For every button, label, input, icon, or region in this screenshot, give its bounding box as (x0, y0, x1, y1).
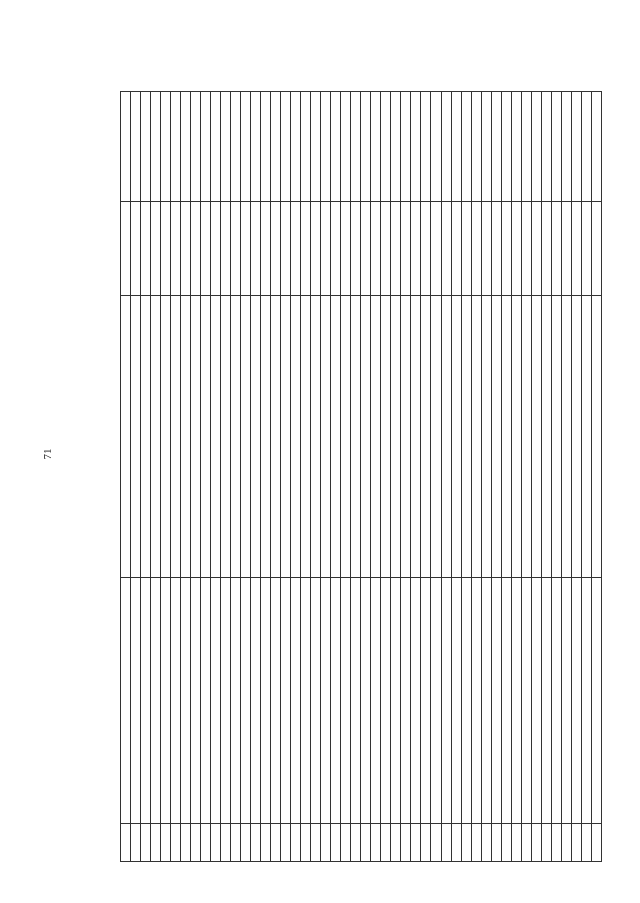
row-number-cell (421, 824, 431, 862)
address-cell (361, 296, 371, 578)
row-number-cell (271, 824, 281, 862)
row-number-cell (381, 824, 391, 862)
count-cell (251, 202, 261, 296)
row-number-cell (431, 824, 441, 862)
settlement-cell (171, 578, 181, 824)
settlement-cell (231, 578, 241, 824)
table-row (171, 92, 181, 862)
table-row (461, 92, 471, 862)
table-row (391, 92, 401, 862)
row-number-cell (501, 824, 511, 862)
address-cell (151, 296, 161, 578)
count-cell (361, 202, 371, 296)
address-cell (421, 296, 431, 578)
row-number-cell (511, 824, 521, 862)
table-row (201, 92, 211, 862)
address-cell (191, 296, 201, 578)
table-row (411, 92, 421, 862)
address-cell (391, 296, 401, 578)
table-row (441, 92, 451, 862)
table-row (521, 92, 531, 862)
table-row (211, 92, 221, 862)
table-row (321, 92, 331, 862)
count-cell (211, 202, 221, 296)
row-number-cell (441, 824, 451, 862)
row-number-cell (461, 824, 471, 862)
address-cell (481, 296, 491, 578)
address-cell (141, 296, 151, 578)
year-cell (481, 92, 491, 202)
row-number-cell (231, 824, 241, 862)
year-cell (121, 92, 131, 202)
count-cell (471, 202, 481, 296)
count-cell (121, 202, 131, 296)
count-cell (441, 202, 451, 296)
address-cell (181, 296, 191, 578)
year-cell (581, 92, 591, 202)
year-cell (401, 92, 411, 202)
address-cell (591, 296, 601, 578)
count-cell (341, 202, 351, 296)
table-row (251, 92, 261, 862)
row-number-cell (331, 824, 341, 862)
table-row (291, 92, 301, 862)
year-cell (551, 92, 561, 202)
count-cell (451, 202, 461, 296)
address-cell (571, 296, 581, 578)
address-cell (441, 296, 451, 578)
settlement-cell (201, 578, 211, 824)
year-cell (231, 92, 241, 202)
row-number-cell (281, 824, 291, 862)
settlement-cell (561, 578, 571, 824)
registry-table-rotated (120, 92, 602, 862)
settlement-cell (451, 578, 461, 824)
address-cell (461, 296, 471, 578)
table-row (341, 92, 351, 862)
table-row (471, 92, 481, 862)
table-row (551, 92, 561, 862)
address-cell (451, 296, 461, 578)
settlement-cell (431, 578, 441, 824)
row-number-cell (311, 824, 321, 862)
settlement-cell (391, 578, 401, 824)
table-row (131, 92, 141, 862)
table-row (451, 92, 461, 862)
table-row (371, 92, 381, 862)
address-cell (341, 296, 351, 578)
table-row (121, 92, 131, 862)
year-cell (421, 92, 431, 202)
table-row (541, 92, 551, 862)
year-cell (411, 92, 421, 202)
count-cell (481, 202, 491, 296)
year-cell (451, 92, 461, 202)
year-cell (191, 92, 201, 202)
year-cell (271, 92, 281, 202)
year-cell (521, 92, 531, 202)
row-number-cell (221, 824, 231, 862)
year-cell (151, 92, 161, 202)
year-cell (461, 92, 471, 202)
registry-table-body (121, 92, 602, 862)
row-number-cell (551, 824, 561, 862)
row-number-cell (351, 824, 361, 862)
count-cell (581, 202, 591, 296)
count-cell (241, 202, 251, 296)
row-number-cell (371, 824, 381, 862)
count-cell (171, 202, 181, 296)
row-number-cell (591, 824, 601, 862)
count-cell (291, 202, 301, 296)
row-number-cell (151, 824, 161, 862)
row-number-cell (171, 824, 181, 862)
settlement-cell (551, 578, 561, 824)
table-row (431, 92, 441, 862)
year-cell (381, 92, 391, 202)
count-cell (511, 202, 521, 296)
count-cell (421, 202, 431, 296)
settlement-cell (371, 578, 381, 824)
count-cell (221, 202, 231, 296)
row-number-cell (241, 824, 251, 862)
year-cell (441, 92, 451, 202)
address-cell (561, 296, 571, 578)
address-cell (381, 296, 391, 578)
count-cell (561, 202, 571, 296)
count-cell (591, 202, 601, 296)
settlement-cell (281, 578, 291, 824)
year-cell (561, 92, 571, 202)
year-cell (331, 92, 341, 202)
count-cell (391, 202, 401, 296)
year-cell (511, 92, 521, 202)
table-row (401, 92, 411, 862)
settlement-cell (411, 578, 421, 824)
settlement-cell (491, 578, 501, 824)
table-row (591, 92, 601, 862)
row-number-cell (131, 824, 141, 862)
table-row (501, 92, 511, 862)
count-cell (191, 202, 201, 296)
row-number-cell (201, 824, 211, 862)
count-cell (201, 202, 211, 296)
address-cell (211, 296, 221, 578)
settlement-cell (331, 578, 341, 824)
settlement-cell (141, 578, 151, 824)
count-cell (181, 202, 191, 296)
address-cell (511, 296, 521, 578)
settlement-cell (321, 578, 331, 824)
settlement-cell (541, 578, 551, 824)
table-row (141, 92, 151, 862)
address-cell (371, 296, 381, 578)
row-number-cell (321, 824, 331, 862)
year-cell (531, 92, 541, 202)
count-cell (401, 202, 411, 296)
settlement-cell (271, 578, 281, 824)
year-cell (491, 92, 501, 202)
settlement-cell (531, 578, 541, 824)
table-row (351, 92, 361, 862)
address-cell (541, 296, 551, 578)
row-number-cell (531, 824, 541, 862)
settlement-cell (471, 578, 481, 824)
settlement-cell (131, 578, 141, 824)
address-cell (171, 296, 181, 578)
count-cell (131, 202, 141, 296)
row-number-cell (121, 824, 131, 862)
year-cell (161, 92, 171, 202)
year-cell (261, 92, 271, 202)
year-cell (431, 92, 441, 202)
table-row (571, 92, 581, 862)
count-cell (431, 202, 441, 296)
table-row (481, 92, 491, 862)
address-cell (311, 296, 321, 578)
year-cell (391, 92, 401, 202)
year-cell (341, 92, 351, 202)
settlement-cell (401, 578, 411, 824)
year-cell (241, 92, 251, 202)
registry-table (120, 91, 602, 862)
address-cell (321, 296, 331, 578)
address-cell (531, 296, 541, 578)
year-cell (171, 92, 181, 202)
table-row (361, 92, 371, 862)
row-number-cell (141, 824, 151, 862)
count-cell (371, 202, 381, 296)
address-cell (351, 296, 361, 578)
address-cell (301, 296, 311, 578)
year-cell (321, 92, 331, 202)
year-cell (311, 92, 321, 202)
table-row (531, 92, 541, 862)
year-cell (571, 92, 581, 202)
address-cell (201, 296, 211, 578)
table-row (381, 92, 391, 862)
count-cell (261, 202, 271, 296)
address-cell (471, 296, 481, 578)
address-cell (431, 296, 441, 578)
row-number-cell (161, 824, 171, 862)
count-cell (381, 202, 391, 296)
row-number-cell (261, 824, 271, 862)
year-cell (471, 92, 481, 202)
row-number-cell (541, 824, 551, 862)
row-number-cell (401, 824, 411, 862)
table-row (221, 92, 231, 862)
address-cell (281, 296, 291, 578)
count-cell (301, 202, 311, 296)
row-number-cell (211, 824, 221, 862)
count-cell (531, 202, 541, 296)
year-cell (181, 92, 191, 202)
count-cell (321, 202, 331, 296)
table-row (231, 92, 241, 862)
address-cell (491, 296, 501, 578)
address-cell (221, 296, 231, 578)
year-cell (301, 92, 311, 202)
table-row (421, 92, 431, 862)
row-number-cell (301, 824, 311, 862)
table-row (151, 92, 161, 862)
address-cell (271, 296, 281, 578)
settlement-cell (421, 578, 431, 824)
count-cell (571, 202, 581, 296)
settlement-cell (501, 578, 511, 824)
address-cell (411, 296, 421, 578)
row-number-cell (561, 824, 571, 862)
address-cell (401, 296, 411, 578)
settlement-cell (341, 578, 351, 824)
row-number-cell (451, 824, 461, 862)
settlement-cell (261, 578, 271, 824)
count-cell (141, 202, 151, 296)
count-cell (231, 202, 241, 296)
count-cell (491, 202, 501, 296)
settlement-cell (241, 578, 251, 824)
settlement-cell (361, 578, 371, 824)
count-cell (281, 202, 291, 296)
row-number-cell (491, 824, 501, 862)
year-cell (291, 92, 301, 202)
settlement-cell (191, 578, 201, 824)
address-cell (261, 296, 271, 578)
table-row (281, 92, 291, 862)
count-cell (271, 202, 281, 296)
count-cell (151, 202, 161, 296)
settlement-cell (251, 578, 261, 824)
count-cell (461, 202, 471, 296)
table-row (331, 92, 341, 862)
address-cell (131, 296, 141, 578)
settlement-cell (181, 578, 191, 824)
address-cell (231, 296, 241, 578)
address-cell (551, 296, 561, 578)
count-cell (311, 202, 321, 296)
table-row (511, 92, 521, 862)
row-number-cell (571, 824, 581, 862)
address-cell (121, 296, 131, 578)
year-cell (131, 92, 141, 202)
row-number-cell (251, 824, 261, 862)
year-cell (591, 92, 601, 202)
settlement-cell (591, 578, 601, 824)
settlement-cell (481, 578, 491, 824)
settlement-cell (351, 578, 361, 824)
settlement-cell (121, 578, 131, 824)
address-cell (521, 296, 531, 578)
settlement-cell (521, 578, 531, 824)
year-cell (281, 92, 291, 202)
address-cell (161, 296, 171, 578)
row-number-cell (391, 824, 401, 862)
table-row (241, 92, 251, 862)
address-cell (251, 296, 261, 578)
count-cell (501, 202, 511, 296)
year-cell (221, 92, 231, 202)
address-cell (331, 296, 341, 578)
table-row (301, 92, 311, 862)
settlement-cell (581, 578, 591, 824)
year-cell (541, 92, 551, 202)
settlement-cell (301, 578, 311, 824)
year-cell (141, 92, 151, 202)
year-cell (371, 92, 381, 202)
row-number-cell (471, 824, 481, 862)
settlement-cell (511, 578, 521, 824)
settlement-cell (461, 578, 471, 824)
year-cell (501, 92, 511, 202)
table-row (181, 92, 191, 862)
row-number-cell (581, 824, 591, 862)
count-cell (351, 202, 361, 296)
settlement-cell (441, 578, 451, 824)
year-cell (361, 92, 371, 202)
page-number: 71 (42, 448, 54, 460)
row-number-cell (191, 824, 201, 862)
row-number-cell (291, 824, 301, 862)
address-cell (291, 296, 301, 578)
count-cell (551, 202, 561, 296)
settlement-cell (381, 578, 391, 824)
settlement-cell (211, 578, 221, 824)
row-number-cell (481, 824, 491, 862)
count-cell (541, 202, 551, 296)
count-cell (331, 202, 341, 296)
settlement-cell (311, 578, 321, 824)
table-row (271, 92, 281, 862)
row-number-cell (341, 824, 351, 862)
count-cell (521, 202, 531, 296)
row-number-cell (521, 824, 531, 862)
year-cell (351, 92, 361, 202)
row-number-cell (361, 824, 371, 862)
address-cell (501, 296, 511, 578)
year-cell (211, 92, 221, 202)
settlement-cell (571, 578, 581, 824)
settlement-cell (161, 578, 171, 824)
table-row (581, 92, 591, 862)
address-cell (581, 296, 591, 578)
table-row (161, 92, 171, 862)
count-cell (161, 202, 171, 296)
table-row (311, 92, 321, 862)
row-number-cell (181, 824, 191, 862)
settlement-cell (221, 578, 231, 824)
settlement-cell (291, 578, 301, 824)
year-cell (251, 92, 261, 202)
address-cell (241, 296, 251, 578)
settlement-cell (151, 578, 161, 824)
table-row (491, 92, 501, 862)
row-number-cell (411, 824, 421, 862)
year-cell (201, 92, 211, 202)
count-cell (411, 202, 421, 296)
table-row (191, 92, 201, 862)
table-row (561, 92, 571, 862)
table-row (261, 92, 271, 862)
